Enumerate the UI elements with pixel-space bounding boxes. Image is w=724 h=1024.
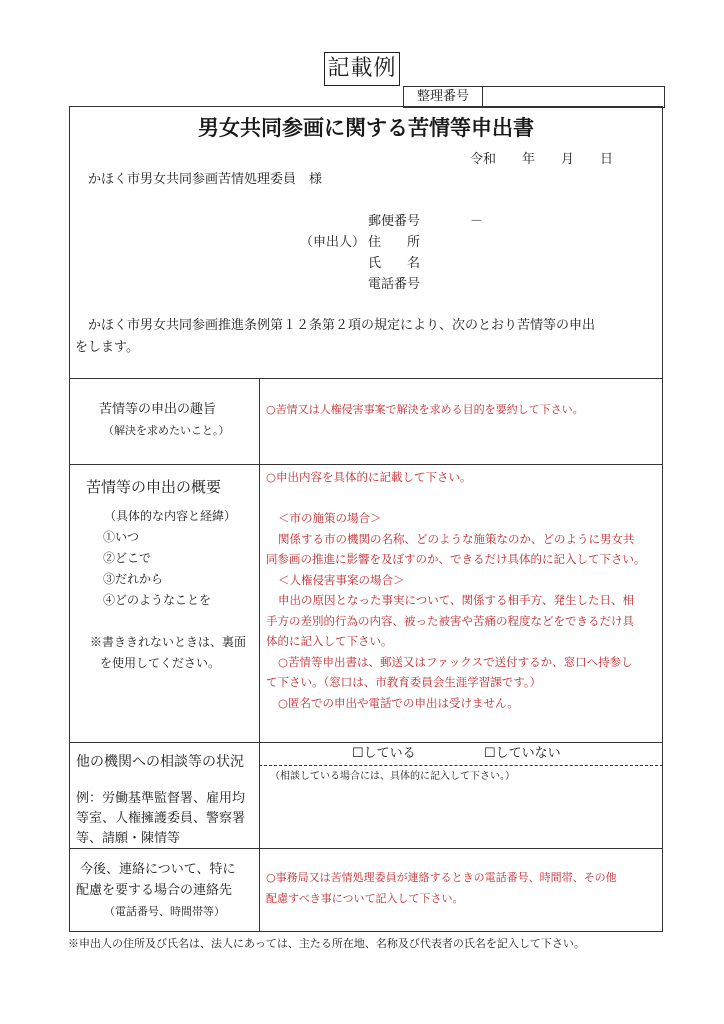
- guide-line: ○申出内容を具体的に記載して下さい。: [266, 470, 472, 484]
- guide-line: [266, 488, 646, 509]
- sample-label: 記載例: [324, 52, 400, 86]
- consultation-examples-line1: 例：労働基準監督署、雇用均: [76, 791, 246, 806]
- guide-line: 体的に記入して下さい。: [266, 634, 393, 648]
- consultation-examples-line3: 等、請願・陳情等: [76, 831, 181, 846]
- applicant-label: （申出人）: [300, 235, 366, 250]
- not-consulting-checkbox[interactable]: ☐していない: [484, 746, 561, 761]
- addressee: かほく市男女共同参画苦情処理委員 様: [88, 172, 323, 187]
- divider: [69, 742, 663, 743]
- consultation-examples-line2: 等室、人権擁護委員、警察署: [76, 811, 246, 826]
- guide-line: て下さい。（窓口は、市教育委員会生涯学習課です。）: [266, 675, 542, 689]
- contact-label-line2: 配慮を要する場合の連絡先: [76, 883, 233, 898]
- phone-label: 電話番号: [368, 277, 421, 292]
- contact-label-line1: 今後、連絡について、特に: [80, 862, 236, 877]
- contact-guide-line1[interactable]: ○事務局又は苦情処理委員が連絡するときの電話番号、時間帯、その他: [266, 871, 617, 884]
- summary-guide[interactable]: [266, 467, 646, 713]
- address-label: 住 所: [368, 235, 421, 250]
- footer-note: ※申出人の住所及び氏名は、法人にあっては、主たる所在地、名称及び代表者の氏名を記入して下さい。: [68, 937, 585, 950]
- purpose-sublabel: （解決を求めたいこと。）: [103, 424, 230, 437]
- reference-number-label: 整理番号: [404, 87, 483, 107]
- purpose-label: 苦情等の申出の趣旨: [99, 402, 217, 417]
- summary-item: ③だれから: [103, 572, 164, 586]
- contact-guide-line2: 配慮すべき事について記入して下さい。: [266, 892, 464, 905]
- intro-text-line1: かほく市男女共同参画推進条例第１２条第２項の規定により、次のとおり苦情等の申出: [88, 318, 596, 333]
- consulting-checkbox[interactable]: ☐している: [352, 746, 416, 761]
- consultation-label: 他の機関への相談等の状況: [76, 754, 244, 770]
- guide-line: 手方の差別的行為の内容、被った被害や苦痛の程度などをできるだけ具: [266, 613, 634, 628]
- form-title: 男女共同参画に関する苦情等申出書: [198, 115, 534, 140]
- summary-item: ④どのようなことを: [103, 593, 212, 607]
- date-line[interactable]: 令和 年 月 日: [470, 152, 614, 167]
- summary-item: ①いつ: [103, 530, 140, 544]
- summary-detail-title: （具体的な内容と経緯）: [104, 509, 237, 523]
- guide-line: ＜人権侵害事案の場合＞: [278, 572, 405, 587]
- name-label: 氏 名: [368, 256, 421, 271]
- guide-line: 申出の原因となった事実について、関係する相手方、発生した日、相: [278, 593, 635, 607]
- summary-note-line1: ※書ききれないときは、裏面: [90, 635, 247, 649]
- guide-line: ＜市の施策の場合＞: [278, 511, 382, 525]
- divider: [69, 464, 663, 465]
- postal-dash[interactable]: －: [470, 214, 484, 229]
- guide-line: 関係する市の機関の名称、どのような施策なのか、どのように男女共: [278, 531, 635, 546]
- summary-note-line2: を使用してください。: [100, 656, 221, 670]
- consultation-note: （相談している場合には、具体的に記入して下さい。）: [270, 771, 515, 782]
- divider: [69, 378, 663, 379]
- reference-number-box[interactable]: [403, 86, 665, 108]
- guide-line: ○匿名での申出や電話での申出は受けません。: [278, 695, 519, 710]
- guide-line: ○苦情等申出書は、郵送又はファックスで送付するか、窓口へ持参し: [278, 654, 633, 669]
- guide-line: 同参画の推進に影響を及ぼすのか、できるだけ具体的に記入して下さい。: [266, 552, 646, 566]
- purpose-guide[interactable]: ○苦情又は人権侵害事案で解決を求める目的を要約して下さい。: [266, 403, 584, 416]
- intro-text-line2: をします。: [75, 340, 139, 355]
- contact-sublabel: （電話番号、時間帯等）: [104, 905, 225, 918]
- summary-label: 苦情等の申出の概要: [86, 478, 222, 496]
- postal-label: 郵便番号: [368, 214, 421, 229]
- divider: [259, 765, 663, 766]
- summary-item: ②どこで: [103, 551, 152, 565]
- column-divider: [259, 378, 260, 932]
